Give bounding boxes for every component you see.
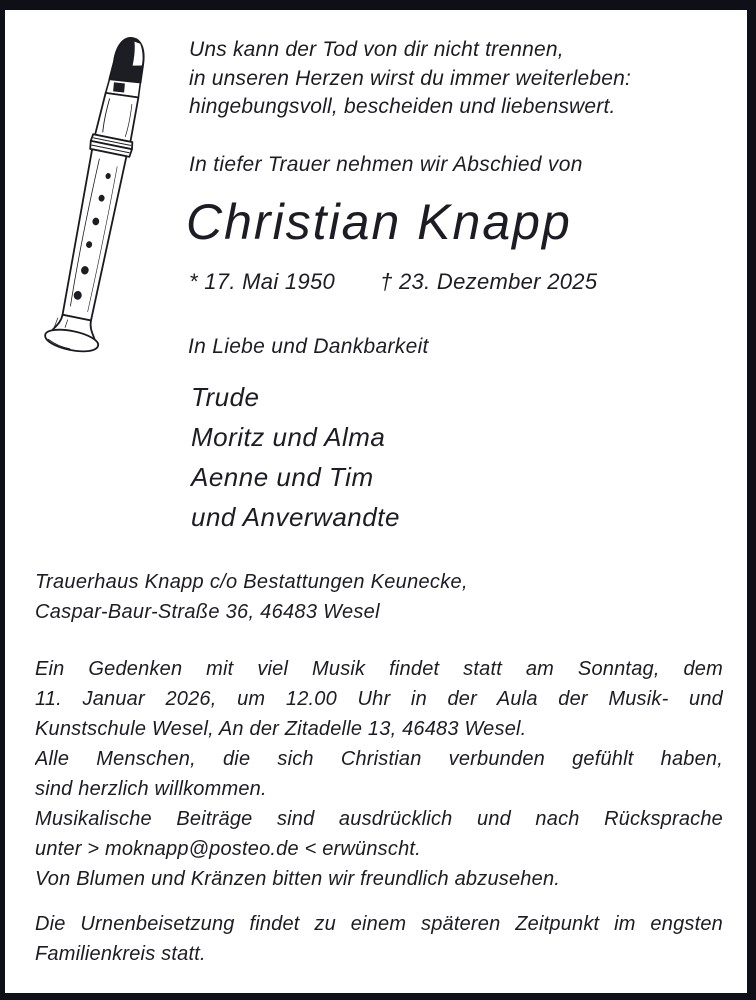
burial-line-1: Die Urnenbeisetzung findet zu einem späteren Zeitpunkt im engsten: [35, 913, 723, 935]
music-line-2-with-email: unter > moknapp@posteo.de < erwünscht.: [35, 838, 421, 860]
burial-paragraph: [35, 909, 723, 969]
memorial-line-1: Ein Gedenken mit viel Musik findet statt am Sonntag, dem: [35, 658, 723, 680]
mourner-name: und Anverwandte: [191, 502, 400, 532]
recorder-illustration: [25, 24, 177, 372]
mourner-name: Aenne und Tim: [191, 462, 374, 492]
death-date: † 23. Dezember 2025: [380, 269, 598, 294]
memorial-paragraph: [35, 654, 723, 744]
epitaph-line-2: in unseren Herzen wirst du immer weiterleben:: [189, 66, 632, 90]
epitaph-poem: [189, 36, 631, 122]
mourner-name: Moritz und Alma: [191, 422, 386, 452]
funeral-home-address: [35, 567, 595, 627]
life-dates: [189, 269, 597, 295]
welcome-line-1: Alle Menschen, die sich Christian verbunden gefühlt haben,: [35, 748, 723, 770]
music-line-1: Musikalische Beiträge sind ausdrücklich und nach Rücksprache: [35, 808, 723, 830]
epitaph-line-3: hingebungsvoll, bescheiden und liebenswert.: [189, 95, 616, 118]
burial-line-2: Familienkreis statt.: [35, 943, 206, 965]
funeral-home-line-1: Trauerhaus Knapp c/o Bestattungen Keunecke,: [35, 571, 468, 593]
welcome-paragraph: [35, 744, 723, 804]
memorial-line-2: 11. Januar 2026, um 12.00 Uhr in der Aula der Musik- und: [35, 688, 723, 710]
flowers-paragraph: [35, 864, 723, 894]
notice-body: [35, 654, 723, 969]
intro-text: In tiefer Trauer nehmen wir Abschied von: [189, 153, 583, 176]
memorial-line-3: Kunstschule Wesel, An der Zitadelle 13, 46483 Wesel.: [35, 718, 527, 740]
welcome-line-2: sind herzlich willkommen.: [35, 778, 267, 800]
mourners-list: [191, 382, 400, 542]
mourner-name: Trude: [191, 382, 260, 412]
farewell-text: In Liebe und Dankbarkeit: [188, 335, 429, 358]
music-contributions-paragraph: [35, 804, 723, 864]
flowers-line-1: Von Blumen und Kränzen bitten wir freundlich abzusehen.: [35, 868, 561, 890]
epitaph-line-1: Uns kann der Tod von dir nicht trennen,: [189, 38, 564, 61]
deceased-name: Christian Knapp: [186, 194, 572, 250]
birth-date: * 17. Mai 1950: [189, 269, 336, 294]
funeral-home-line-2: Caspar-Baur-Straße 36, 46483 Wesel: [35, 601, 380, 623]
